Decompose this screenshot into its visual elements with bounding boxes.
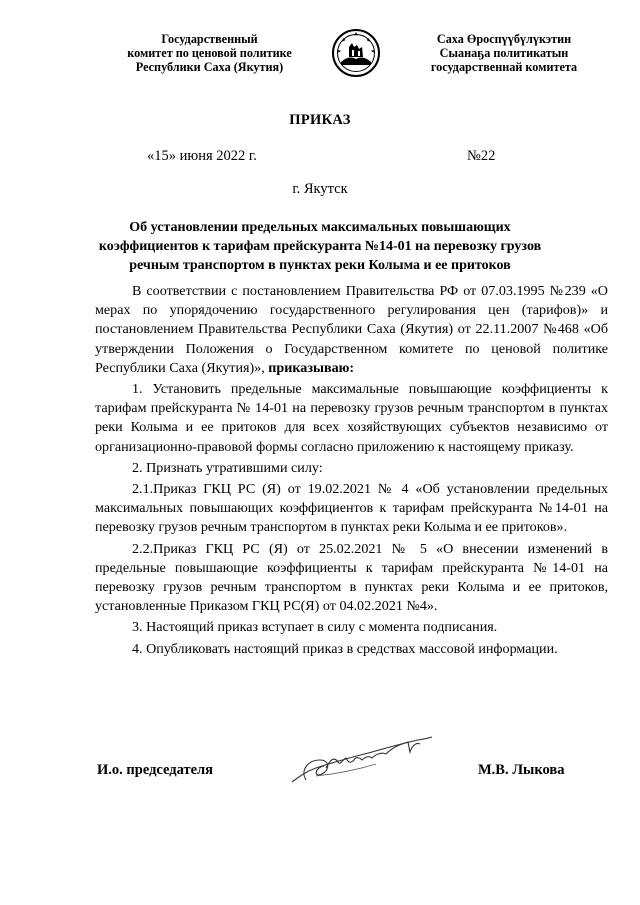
order-item: 2.1.Приказ ГКЦ РС (Я) от 19.02.2021 № 4 «Об установлении предельных максимальных повышающих коэффициентов к тарифам прейскуранта №14-01 на перевозку грузов речным транспортом в пунктах реки Колыма и ее притоков». [95,481,608,536]
order-item: 1. Установить предельные максимальные повышающие коэффициенты к тарифам прейскуранта № 14-01 на перевозку грузов речным транспортом в пунктах реки Колыма и ее притоков для всех хозяйствующих субъектов независимо от организационно-правовой формы согласно приложению к настоящему приказу. [95,381,608,455]
org-name-line: Государственный [161,32,258,46]
order-item: 2. Признать утратившими силу: [132,459,323,476]
org-name-line: Саха Өроспүүбүлүкэтин [436,32,572,46]
org-name-line: комитет по ценовой политике [127,46,292,61]
order-item: 4. Опубликовать настоящий приказ в средствах массовой информации. [132,640,558,657]
document-type: ПРИКАЗ [289,112,351,128]
subject-line: речным транспортом в пунктах реки Колыма и ее притоков [129,258,511,273]
org-name-sakha [394,32,614,75]
order-item: 3. Настоящий приказ вступает в силу с момента подписания. [132,619,498,636]
document-number: №22 [467,148,496,164]
org-name-line: Сыанаҕа политикатын [439,46,569,61]
order-item: 2.2.Приказ ГКЦ РС (Я) от 25.02.2021 № 5 «О внесении изменений в предельные повышающие коэффициенты к тарифам прейскуранта №14-01 на перевозку грузов речным транспортом в пунктах реки Колыма и ее притоков, установленные Приказом ГКЦ РС(Я) от 04.02.2021 №4». [95,540,608,615]
signatory-name: М.В. Лыкова [478,762,565,778]
document-subject [60,218,580,275]
signatory-title: И.о. председателя [97,762,214,778]
org-name-line: Республики Саха (Якутия) [135,60,284,75]
preamble-text: В соответствии с постановлением Правительства РФ от 07.03.1995 №239 «О мерах по упорядочению государственного регулирования цен (тарифов)» и постановлением Правительства Республики Саха (Якутия) от 22.11.2007 №468 «Об утверждении Положения о Государственном комитете по ценовой политике Республики Саха (Якутия)», [95,283,608,376]
order-word: приказываю: [268,359,355,376]
org-name-russian [102,32,317,75]
republic-emblem-icon [331,28,381,78]
preamble-paragraph [95,282,608,378]
org-name-line: государственнай комитета [430,60,578,75]
document-city: г. Якутск [292,181,348,197]
document-date: «15» июня 2022 г. [147,148,257,164]
subject-line: коэффициентов к тарифам прейскуранта №14-01 на перевозку грузов [98,239,542,254]
document-body [95,282,608,659]
subject-line: Об установлении предельных максимальных повышающих [129,220,511,235]
signature-icon [286,730,436,790]
